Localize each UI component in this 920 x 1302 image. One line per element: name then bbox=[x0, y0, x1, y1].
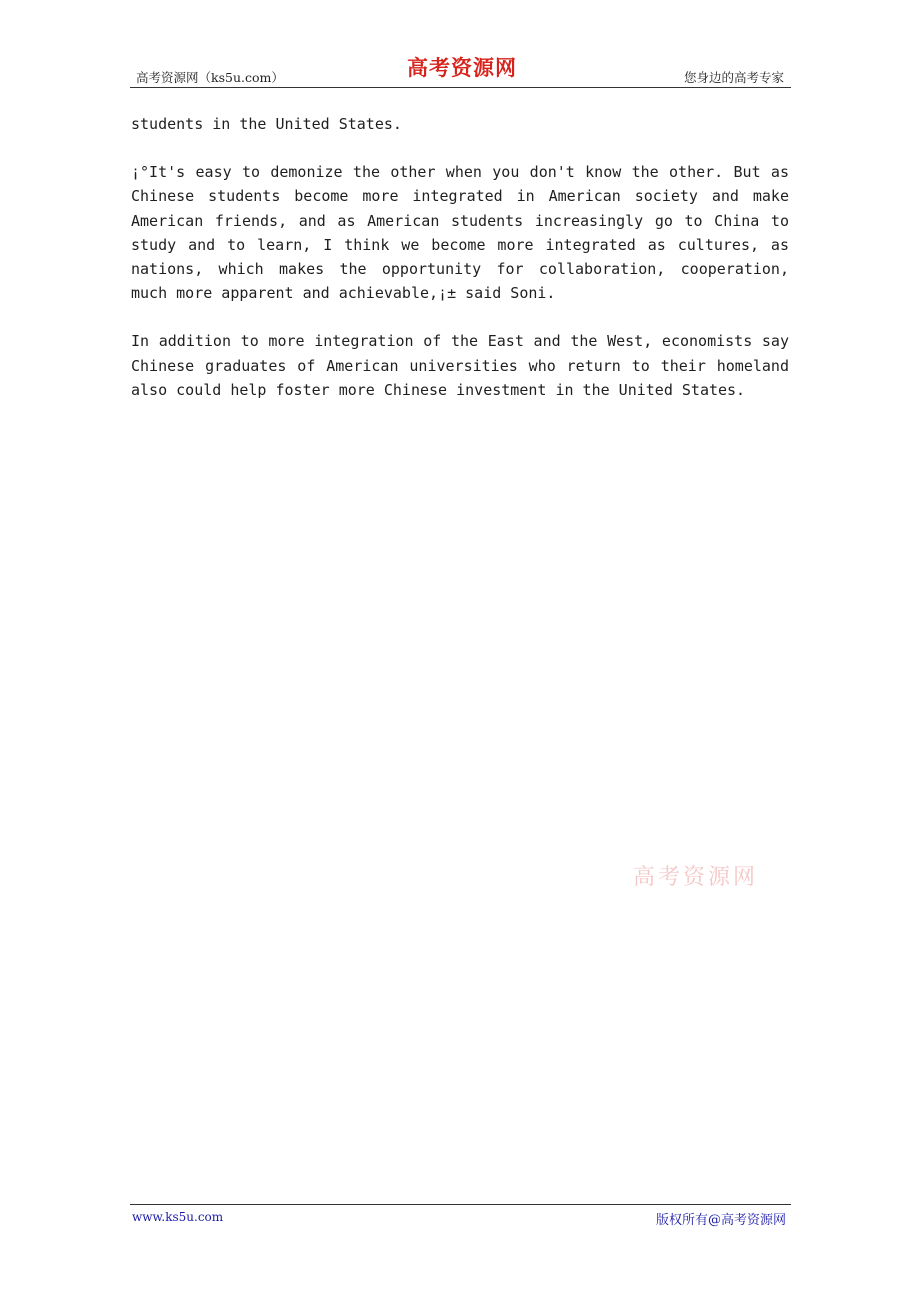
header-logo: 高考资源网 bbox=[407, 55, 517, 80]
paragraph-2: ¡°It's easy to demonize the other when you don't know the other. But as Chinese students become more integrated in American society and make American friends, and as American students increasingly go to China to study and to learn, I think we become more integrated as cultures, as nations, which makes the opportunity for collaboration, cooperation, much more apparent and achievable,¡± said Soni. bbox=[131, 163, 789, 303]
footer-site-link[interactable]: www.ks5u.com bbox=[132, 1210, 224, 1224]
page-header bbox=[130, 50, 791, 88]
watermark-logo: 高考资源网 bbox=[633, 865, 759, 890]
header-slogan: 您身边的高考专家 bbox=[683, 70, 784, 85]
paragraph-1: students in the United States. bbox=[131, 115, 402, 133]
header-site-name: 高考资源网（ks5u.com） bbox=[136, 70, 284, 85]
footer-copyright: 版权所有@高考资源网 bbox=[655, 1213, 786, 1228]
page-footer bbox=[130, 1204, 791, 1227]
document-body bbox=[131, 112, 789, 426]
paragraph-3: In addition to more integration of the East and the West, economists say Chinese graduates of American universities who return to their homeland also could help foster more Chinese investment in the United States. bbox=[131, 332, 789, 399]
